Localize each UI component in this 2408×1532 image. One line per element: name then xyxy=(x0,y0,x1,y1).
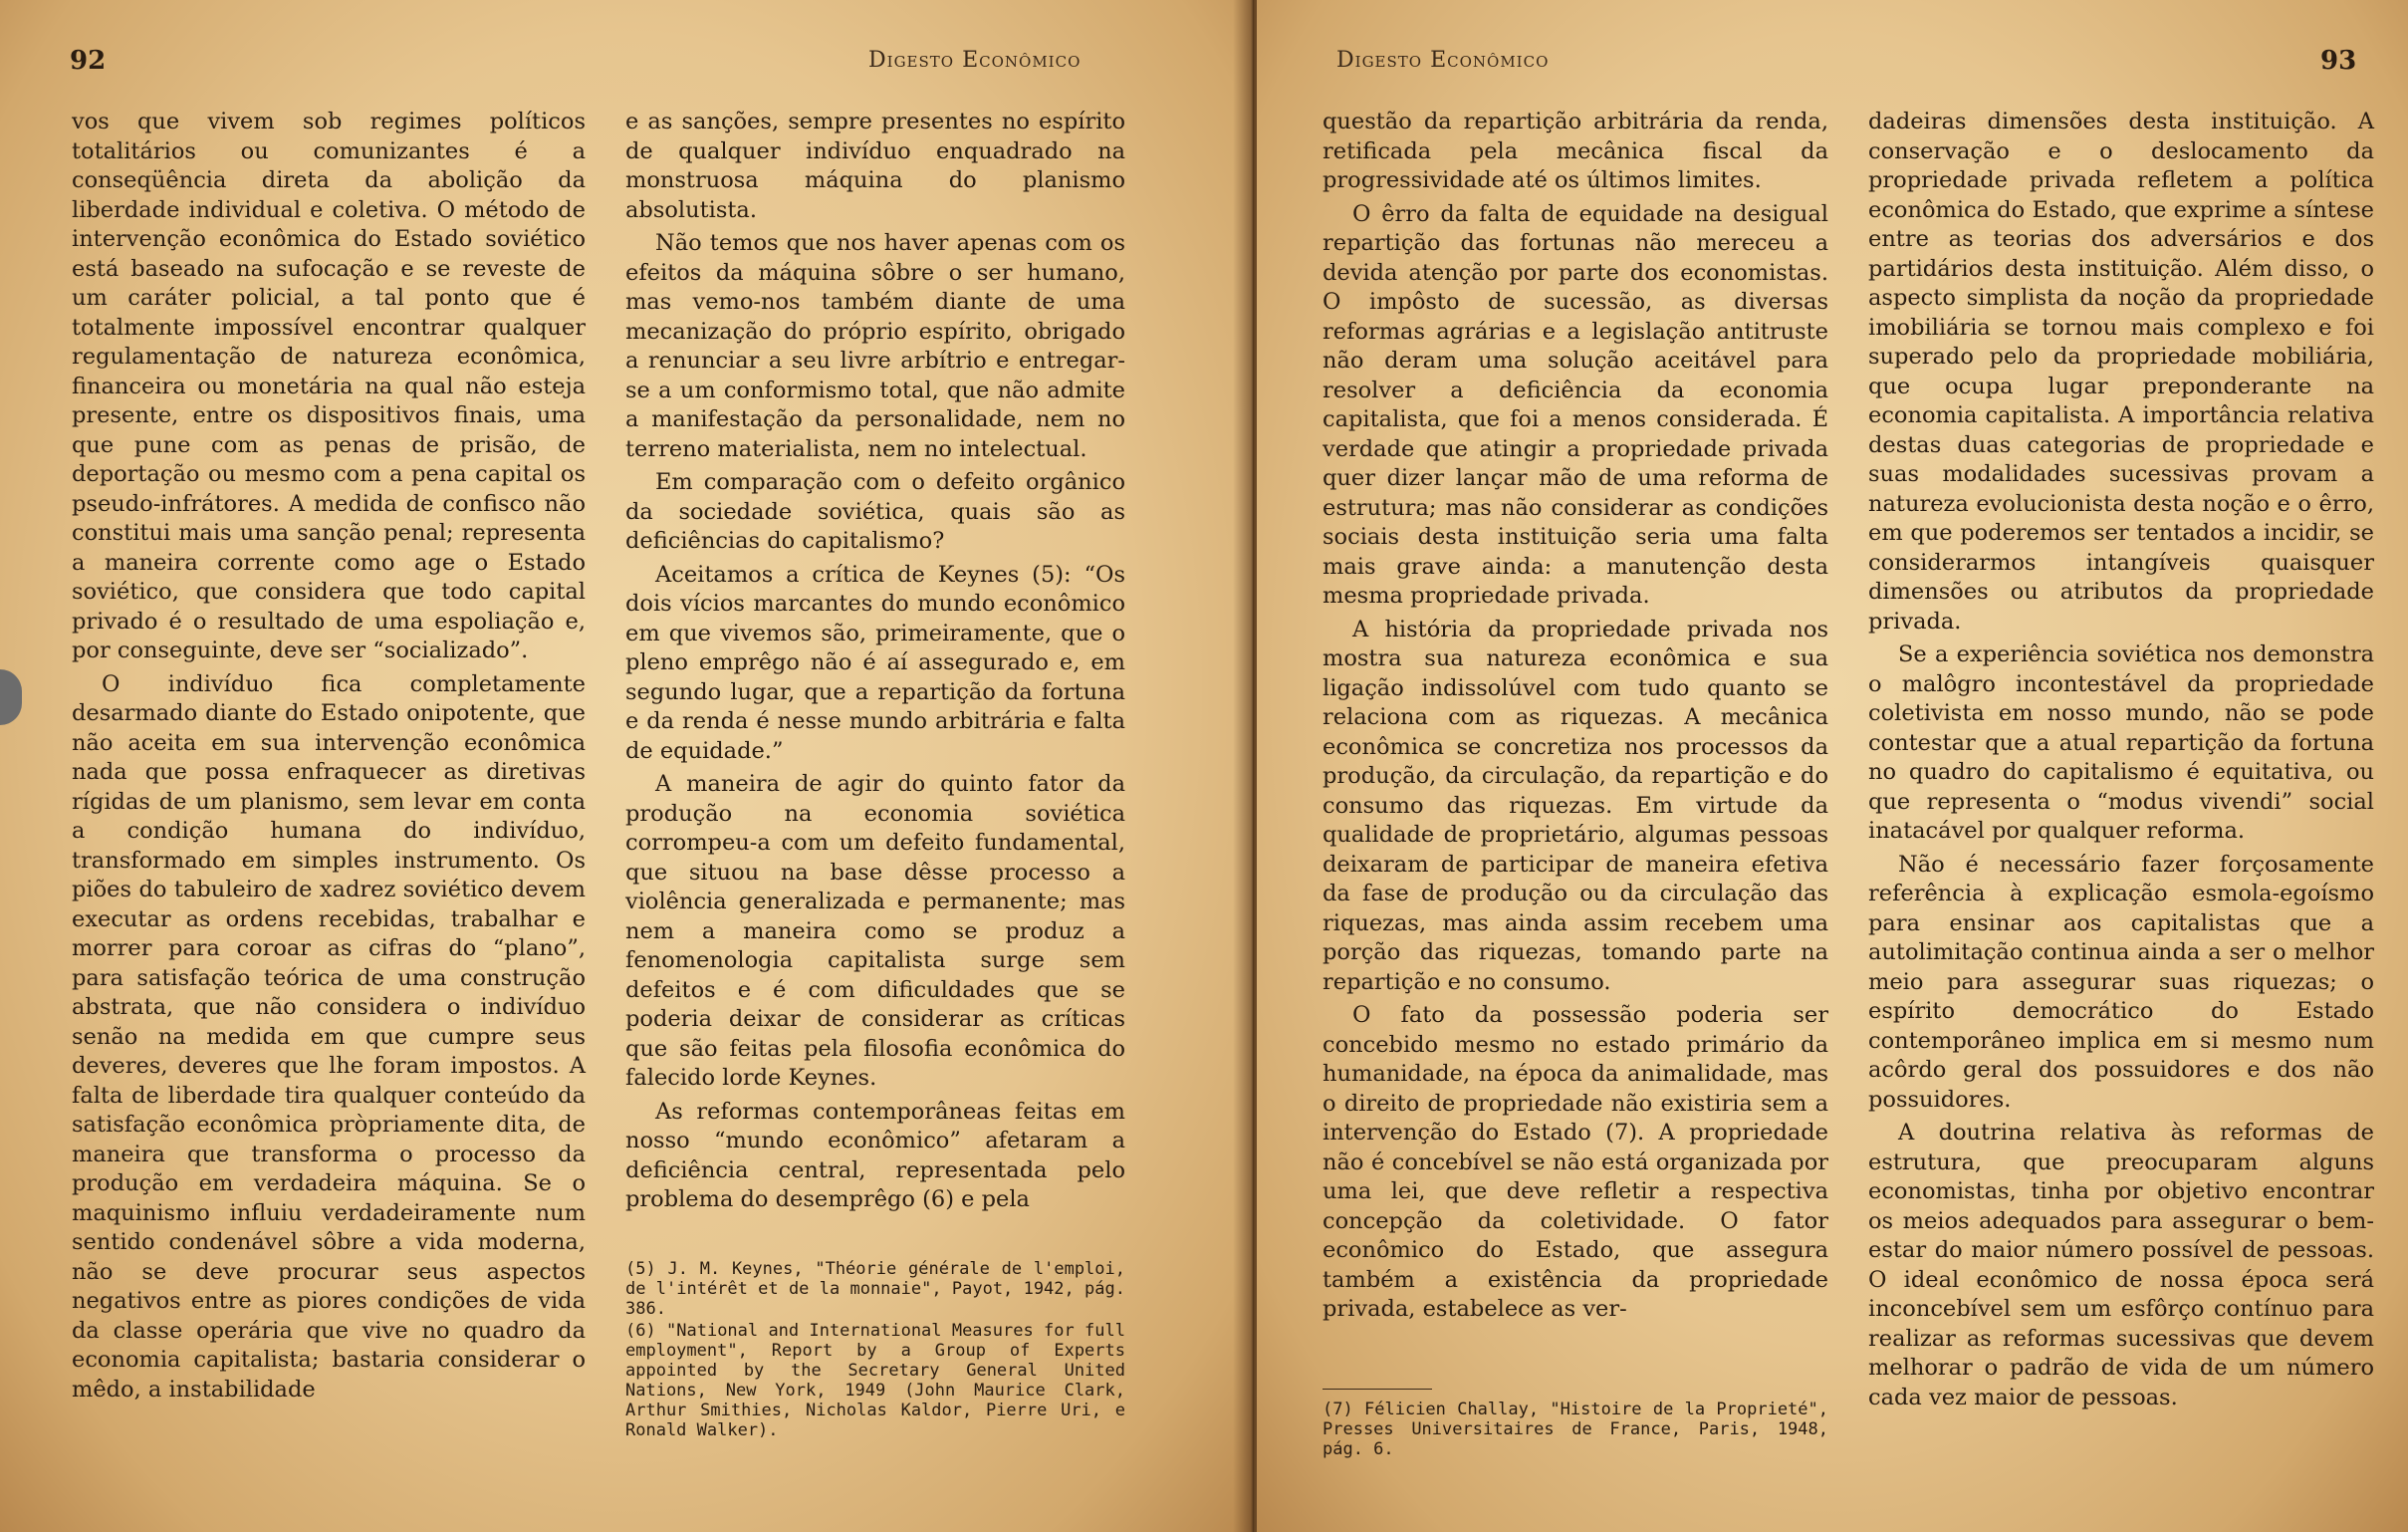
paragraph: Em comparação com o defeito orgânico da sociedade soviética, quais são as deficiências do capitalismo? xyxy=(625,469,1125,554)
paragraph: O êrro da falta de equidade na desigual repartição das fortunas não mereceu a devida atenção por parte dos economistas. O impôsto de sucessão, as diversas reformas agrárias e a legislação antitruste não deram uma solução aceitável para resolver a deficiência da economia capitalista, que foi a menos considerada. É verdade que atingir a propriedade privada quer dizer lançar mão de uma reforma de estrutura; mas não considerar as condições sociais desta instituição seria uma falta mais grave ainda: a manutenção desta mesma propriedade privada. xyxy=(1323,200,1828,609)
right-page-column-1 xyxy=(1323,108,1828,1329)
footnote: (6) "National and International Measures for full employment", Report by a Group of Experts appointed by the Secretary General United Nations, New York, 1949 (John Maurice Clark, Arthur Smithies, Nicholas Kaldor, Pierre Uri, e Ronald Walker). xyxy=(625,1321,1125,1440)
left-page-column-1 xyxy=(72,108,586,1408)
paragraph: questão da repartição arbitrária da renda, retificada pela mecânica fiscal da progressividade até os últimos limites. xyxy=(1323,109,1828,193)
right-page-column-2 xyxy=(1868,108,2374,1416)
running-head: Digesto Econômico xyxy=(1336,48,1550,73)
paragraph: O fato da possessão poderia ser concebido mesmo no estado primário da humanidade, na época da animalidade, mas o direito de propriedade não existiria sem a intervenção do Estado (7). A propriedade não é concebível se não está organizada por uma lei, que deve refletir a respectiva concepção da coletividade. O fator econômico do Estado, que assegura também a existência da propriedade privada, estabelece as ver- xyxy=(1323,1002,1828,1322)
paragraph: A história da propriedade privada nos mostra sua natureza econômica e sua ligação indissolúvel com tudo quanto se relaciona com as riquezas. A mecânica econômica se concretiza nos processos da produção, da circulação, da repartição e do consumo das riquezas. Em virtude da qualidade de proprietário, algumas pessoas deixaram de participar de maneira efetiva da fase de produção ou da circulação das riquezas, mas ainda assim recebem uma porção das riquezas, tomando parte na repartição e no consumo. xyxy=(1323,616,1828,995)
running-head: Digesto Econômico xyxy=(868,48,1082,73)
paragraph: Aceitamos a crítica de Keynes (5): “Os dois vícios marcantes do mundo econômico em que vivemos são, primeiramente, que o pleno emprêgo não é aí assegurado e, em segundo lugar, que a repartição da fortuna e da renda é nesse mundo arbitrária e falta de equidade.” xyxy=(625,561,1125,764)
paragraph: As reformas contemporâneas feitas em nosso “mundo econômico” afetaram a deficiência central, representada pelo problema do desemprêgo (6) e pela xyxy=(625,1098,1125,1212)
paragraph: e as sanções, sempre presentes no espírito de qualquer indivíduo enquadrado na monstruosa máquina do planismo absolutista. xyxy=(625,109,1125,223)
paragraph: Não é necessário fazer forçosamente referência à explicação esmola-egoísmo para ensinar aos capitalistas que a autolimitação continua ainda a ser o melhor meio para assegurar suas riquezas; o espírito democrático do Estado contemporâneo implica em si mesmo num acôrdo geral dos possuidores e dos não possuidores. xyxy=(1868,851,2374,1113)
paragraph: A maneira de agir do quinto fator da produção na economia soviética corrompeu-a com um defeito fundamental, que situou na base dêsse processo a violência generalizada e permanente; mas nem a maneira como se produz a fenomenologia capitalista surge sem defeitos e é com dificuldades que se poderia deixar de considerar as críticas que são feitas pela filosofia econômica do falecido lorde Keynes. xyxy=(625,771,1125,1091)
page-number: 92 xyxy=(70,46,107,76)
footnotes xyxy=(625,1259,1125,1442)
paragraph: O indivíduo fica completamente desarmado diante do Estado onipotente, que não aceita em sua intervenção econômica nada que possa enfraquecer as diretivas rígidas de um planismo, sem levar em conta a condição humana do indivíduo, transformado em simples instrumento. Os piões do tabuleiro de xadrez soviético devem executar as ordens recebidas, trabalhar e morrer para coroar as cifras do “plano”, para satisfação teórica de uma construção abstrata, que não considera o indivíduo senão na medida em que cumpre seus deveres, deveres que lhe foram impostos. A falta de liberdade tira qualquer conteúdo da satisfação econômica pròpriamente dita, de maneira que transforma o processo da produção em verdadeira máquina. Se o maquinismo influiu verdadeiramente num sentido condenável sôbre a vida moderna, não se deve procurar seus aspectos negativos entre as piores condições de vida da classe operária que vive no quadro da economia capitalista; bastaria considerar o mêdo, a instabilidade xyxy=(72,670,586,1403)
paragraph: A doutrina relativa às reformas de estrutura, que preocuparam alguns economistas, tinha por objetivo encontrar os meios adequados para assegurar o bem-estar do maior número possível de pessoas. O ideal econômico de nossa época será inconcebível sem um esfôrço contínuo para realizar as reformas sucessivas que devem melhorar o padrão de vida de um número cada vez maior de pessoas. xyxy=(1868,1120,2374,1410)
left-page-column-2 xyxy=(625,108,1125,1219)
paragraph: dadeiras dimensões desta instituição. A conservação e o deslocamento da propriedade privada refletem a política econômica do Estado, que exprime a síntese entre as teorias dos adversários e dos partidários desta instituição. Além disso, o aspecto simplista da noção da propriedade imobiliária se tornou mais complexo e foi superado pelo da propriedade mobiliária, que ocupa lugar preponderante na economia capitalista. A importância relativa destas duas categorias de propriedade e suas modalidades sucessivas provam a natureza evolucionista desta noção e o êrro, em que poderemos ser tentados a incidir, se considerarmos intangíveis quaisquer dimensões ou atributos da propriedade privada. xyxy=(1868,109,2374,635)
paragraph: vos que vivem sob regimes políticos totalitários ou comunizantes é a conseqüência direta da abolição da liberdade individual e coletiva. O método de intervenção econômica do Estado soviético está baseado na sufocação e se reveste de um caráter policial, a tal ponto que é totalmente impossível encontrar qualquer regulamentação de natureza econômica, financeira ou monetária na qual não esteja presente, entre os dispositivos finais, uma que pune com as penas de prisão, de deportação ou mesmo com a pena capital os pseudo-infrátores. A medida de confisco não constitui mais uma sanção penal; representa a maneira corrente como age o Estado soviético, que considera que todo capital privado é o resultado de uma espoliação e, por conseguinte, deve ser “socializado”. xyxy=(72,109,586,663)
right-page xyxy=(1257,0,2408,1532)
footnote: (5) J. M. Keynes, "Théorie générale de l'emploi, de l'intérêt et de la monnaie", Payot, 1942, pág. 386. xyxy=(625,1259,1125,1319)
footnote: (7) Félicien Challay, "Histoire de la Proprieté", Presses Universitaires de France, Paris, 1948, pág. 6. xyxy=(1323,1400,1828,1459)
footnotes xyxy=(1323,1389,1828,1461)
page-number: 93 xyxy=(2320,46,2357,76)
paragraph: Não temos que nos haver apenas com os efeitos da máquina sôbre o ser humano, mas vemo-nos também diante de uma mecanização do próprio espírito, obrigado a renunciar a seu livre arbítrio e entregar-se a um conformismo total, que não admite a manifestação da personalidade, nem no terreno materialista, nem no intelectual. xyxy=(625,230,1125,462)
binding-hole xyxy=(0,669,22,725)
paragraph: Se a experiência soviética nos demonstra o malôgro incontestável da propriedade coletivista em nosso mundo, não se pode contestar que a atual repartição da fortuna no quadro do capitalismo é equitativa, ou que representa o “modus vivendi” social inatacável por qualquer reforma. xyxy=(1868,641,2374,844)
footnote-rule xyxy=(1323,1389,1432,1390)
